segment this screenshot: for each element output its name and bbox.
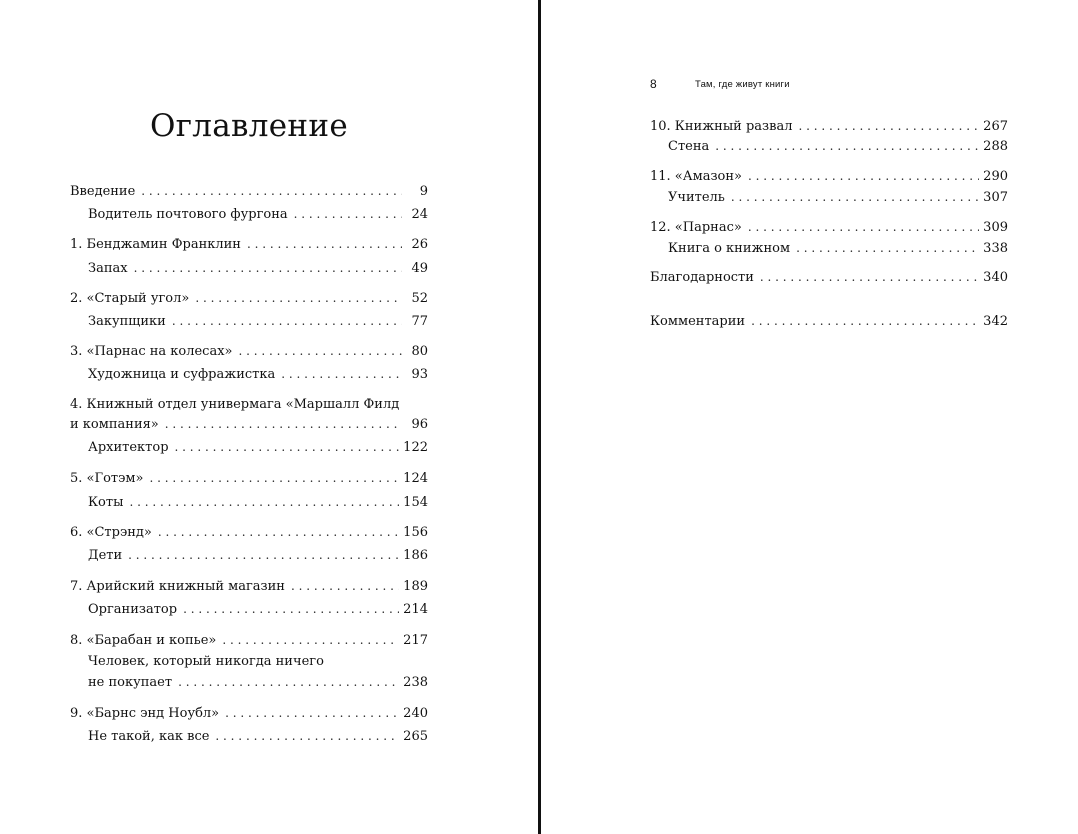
dot-leader — [225, 704, 399, 722]
dot-leader — [291, 577, 399, 595]
toc-entry[interactable] — [88, 673, 428, 691]
toc-entry-page: 9 — [419, 184, 428, 199]
dot-leader — [149, 469, 399, 487]
toc-entry[interactable] — [88, 259, 428, 277]
toc-entry[interactable] — [70, 577, 428, 595]
toc-entry-label: Архитектор — [88, 440, 169, 455]
toc-entry[interactable] — [88, 312, 428, 330]
toc-entry[interactable] — [668, 239, 1008, 257]
toc-entry-page: 342 — [983, 314, 1008, 329]
dot-leader — [222, 631, 399, 649]
toc-entry-label: и компания» — [70, 417, 159, 432]
toc-entry[interactable] — [650, 268, 1008, 286]
toc-entry[interactable] — [70, 704, 428, 722]
toc-entry[interactable] — [70, 289, 428, 307]
toc-entry-page: 52 — [411, 291, 428, 306]
toc-entry[interactable] — [70, 342, 428, 360]
toc-entry-label: Учитель — [668, 190, 725, 205]
toc-entry-page: 96 — [411, 417, 428, 432]
toc-entry-page: 80 — [411, 344, 428, 359]
dot-leader — [129, 493, 399, 511]
dot-leader — [134, 259, 402, 277]
toc-entry[interactable] — [88, 365, 428, 383]
page-title: Оглавление — [150, 108, 348, 144]
dot-leader — [281, 365, 402, 383]
toc-entry-label: Запах — [88, 261, 128, 276]
toc-entry-label: Стена — [668, 139, 710, 154]
toc-entry[interactable] — [88, 727, 428, 745]
toc-entry[interactable] — [88, 205, 428, 223]
toc-entry[interactable] — [650, 218, 1008, 236]
toc-entry-page: 240 — [403, 706, 428, 721]
dot-leader — [195, 289, 402, 307]
toc-entry-label: 8. «Барабан и копье» — [70, 633, 217, 648]
toc-entry-label: 12. «Парнас» — [650, 220, 742, 235]
dot-leader — [183, 600, 399, 618]
toc-entry-label: Введение — [70, 184, 136, 199]
toc-entry-label: Закупщики — [88, 314, 166, 329]
toc-entry-page: 24 — [411, 207, 428, 222]
toc-entry-page: 290 — [983, 169, 1008, 184]
toc-entry[interactable] — [88, 438, 428, 456]
dot-leader — [294, 205, 402, 223]
toc-entry[interactable] — [650, 167, 1008, 185]
dot-leader — [172, 312, 402, 330]
toc-entry-label: 3. «Парнас на колесах» — [70, 344, 233, 359]
toc-entry-page: 77 — [411, 314, 428, 329]
toc-entry[interactable] — [70, 631, 428, 649]
toc-entry[interactable] — [70, 235, 428, 253]
toc-entry[interactable] — [88, 493, 428, 511]
dot-leader — [731, 188, 979, 206]
toc-entry[interactable] — [650, 312, 1008, 330]
toc-entry-page: 186 — [403, 548, 428, 563]
toc-entry-page: 49 — [411, 261, 428, 276]
toc-entry-label: Коты — [88, 495, 124, 510]
dot-leader — [751, 312, 979, 330]
toc-entry-label: Не такой, как все — [88, 729, 210, 744]
toc-entry-label: Благодарности — [650, 270, 754, 285]
toc-entry-label: 11. «Амазон» — [650, 169, 743, 184]
toc-entry[interactable] — [668, 188, 1008, 206]
toc-entry-first-line: 4. Книжный отдел универмага «Маршалл Филд — [70, 397, 400, 412]
page-number: 8 — [650, 77, 657, 91]
toc-entry-page: 340 — [983, 270, 1008, 285]
toc-entry-label: 6. «Стрэнд» — [70, 525, 152, 540]
toc-entry-label: 1. Бенджамин Франклин — [70, 237, 241, 252]
toc-entry-label: 7. Арийский книжный магазин — [70, 579, 285, 594]
toc-entry-label: Водитель почтового фургона — [88, 207, 288, 222]
toc-entry-label: Организатор — [88, 602, 178, 617]
dot-leader — [748, 167, 979, 185]
toc-entry-first-line: Человек, который никогда ничего — [88, 654, 324, 669]
toc-entry[interactable] — [668, 137, 1008, 155]
dot-leader — [178, 673, 399, 691]
toc-entry-page: 217 — [403, 633, 428, 648]
toc-entry[interactable] — [70, 469, 428, 487]
toc-entry-label: Художница и суфражистка — [88, 367, 276, 382]
toc-entry-page: 265 — [403, 729, 428, 744]
dot-leader — [748, 218, 979, 236]
toc-entry-page: 267 — [983, 119, 1008, 134]
toc-entry[interactable] — [88, 600, 428, 618]
dot-leader — [760, 268, 979, 286]
toc-entry-page: 93 — [411, 367, 428, 382]
toc-entry-label: не покупает — [88, 675, 173, 690]
toc-entry-page: 122 — [403, 440, 428, 455]
toc-entry[interactable] — [88, 546, 428, 564]
dot-leader — [239, 342, 403, 360]
dot-leader — [215, 727, 399, 745]
toc-entry-label: Комментарии — [650, 314, 746, 329]
dot-leader — [715, 137, 979, 155]
toc-entry[interactable] — [70, 182, 428, 200]
toc-entry-label: Дети — [88, 548, 123, 563]
toc-entry-page: 288 — [983, 139, 1008, 154]
toc-entry-label: 10. Книжный развал — [650, 119, 793, 134]
toc-entry[interactable] — [70, 523, 428, 541]
toc-entry-label: 2. «Старый угол» — [70, 291, 190, 306]
toc-entry[interactable] — [650, 117, 1008, 135]
toc-entry-page: 309 — [983, 220, 1008, 235]
toc-entry-label: 5. «Готэм» — [70, 471, 144, 486]
toc-entry[interactable] — [70, 415, 428, 433]
toc-entry-page: 124 — [403, 471, 428, 486]
toc-entry-page: 338 — [983, 241, 1008, 256]
toc-entry-page: 307 — [983, 190, 1008, 205]
running-title: Там, где живут книги — [695, 79, 790, 90]
toc-entry-page: 156 — [403, 525, 428, 540]
dot-leader — [798, 117, 979, 135]
toc-entry-page: 189 — [403, 579, 428, 594]
dot-leader — [796, 239, 979, 257]
dot-leader — [158, 523, 399, 541]
dot-leader — [141, 182, 402, 200]
toc-entry-label: 9. «Барнс энд Ноубл» — [70, 706, 220, 721]
dot-leader — [128, 546, 399, 564]
toc-entry-page: 26 — [411, 237, 428, 252]
toc-entry-page: 238 — [403, 675, 428, 690]
toc-entry-page: 154 — [403, 495, 428, 510]
dot-leader — [175, 438, 400, 456]
dot-leader — [247, 235, 402, 253]
dot-leader — [165, 415, 402, 433]
toc-entry-label: Книга о книжном — [668, 241, 791, 256]
toc-entry-page: 214 — [403, 602, 428, 617]
